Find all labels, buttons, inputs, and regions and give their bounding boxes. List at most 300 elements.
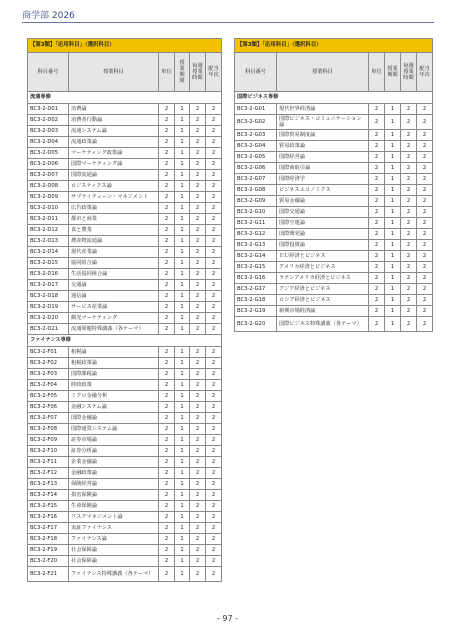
weekly-hours: 2: [190, 413, 206, 424]
course-name: 財政政策: [69, 380, 159, 391]
table-row: [28, 324, 222, 335]
credits: 2: [369, 104, 385, 115]
table-row: [235, 174, 433, 185]
year: 2: [417, 218, 433, 229]
table-row: [28, 490, 222, 501]
table-row: [28, 126, 222, 137]
year: 2: [417, 185, 433, 196]
weekly-hours: 2: [190, 104, 206, 115]
credits: 2: [159, 115, 175, 126]
credits: 2: [159, 225, 175, 236]
weekly-hours: 2: [190, 512, 206, 523]
table-row: [28, 534, 222, 545]
table-row: [235, 196, 433, 207]
year: 2: [206, 137, 222, 148]
course-code: BC3-2-G18: [235, 295, 277, 306]
column-header: 授業科目: [277, 53, 369, 92]
year: 2: [206, 468, 222, 479]
weekly-hours: 2: [190, 369, 206, 380]
credits: 2: [159, 567, 175, 582]
credits: 2: [159, 258, 175, 269]
table-row: [235, 306, 433, 317]
credits: 2: [159, 556, 175, 567]
course-code: BC3-2-G10: [235, 207, 277, 218]
course-name: 消費者行動論: [69, 115, 159, 126]
term: 1: [175, 258, 190, 269]
course-name: 貿易政策論: [277, 141, 369, 152]
weekly-hours: 2: [190, 490, 206, 501]
course-name: 農産物流通論: [69, 236, 159, 247]
term: 1: [385, 273, 401, 284]
course-code: BC3-2-D05: [28, 148, 69, 159]
year: 2: [206, 126, 222, 137]
weekly-hours: 2: [401, 163, 417, 174]
course-code: BC3-2-F04: [28, 380, 69, 391]
course-code: BC3-2-D20: [28, 313, 69, 324]
course-code: BC3-2-D02: [28, 115, 69, 126]
course-code: BC3-2-D09: [28, 192, 69, 203]
course-name: 流通問題特殊講義（各テーマ）: [69, 324, 159, 335]
year: 2: [206, 402, 222, 413]
course-code: BC3-2-G16: [235, 273, 277, 284]
weekly-hours: 2: [401, 251, 417, 262]
credits: 2: [159, 104, 175, 115]
course-code: BC3-2-G15: [235, 262, 277, 273]
weekly-hours: 2: [401, 185, 417, 196]
weekly-hours: 2: [190, 446, 206, 457]
course-code: BC3-2-F06: [28, 402, 69, 413]
course-code: BC3-2-G20: [235, 317, 277, 332]
table-row: [28, 479, 222, 490]
year: 2: [206, 523, 222, 534]
year: 2: [417, 295, 433, 306]
course-code: BC3-2-D17: [28, 280, 69, 291]
term: 1: [175, 523, 190, 534]
weekly-hours: 2: [190, 258, 206, 269]
term: 1: [175, 501, 190, 512]
weekly-hours: 2: [190, 567, 206, 582]
header-divider: [22, 22, 434, 23]
course-code: BC3-2-G12: [235, 229, 277, 240]
course-code: BC3-2-G08: [235, 185, 277, 196]
credits: 2: [159, 468, 175, 479]
weekly-hours: 2: [401, 130, 417, 141]
left-course-table: [27, 38, 222, 582]
course-name: 金融システム論: [69, 402, 159, 413]
year: 2: [206, 225, 222, 236]
table-row: [235, 295, 433, 306]
course-code: BC3-2-F02: [28, 358, 69, 369]
credits: 2: [159, 214, 175, 225]
column-header: 毎週授業時間: [401, 53, 417, 92]
year: 2: [206, 424, 222, 435]
credits: 2: [159, 203, 175, 214]
table-row: [235, 218, 433, 229]
term: 1: [175, 170, 190, 181]
year: 2: [206, 324, 222, 335]
course-name: ファイナンス論: [69, 534, 159, 545]
course-name: 観光マーケティング: [69, 313, 159, 324]
column-header: 科目番号: [28, 53, 69, 92]
course-code: BC3-2-G09: [235, 196, 277, 207]
year: 2: [206, 258, 222, 269]
weekly-hours: 2: [190, 501, 206, 512]
course-code: BC3-2-D10: [28, 203, 69, 214]
table-row: [28, 545, 222, 556]
term: 1: [175, 446, 190, 457]
column-header: 毎週授業時間: [190, 53, 206, 92]
table-row: [28, 567, 222, 582]
term: 1: [175, 225, 190, 236]
year: 2: [206, 479, 222, 490]
table-row: [28, 280, 222, 291]
term: 1: [385, 115, 401, 130]
term: 1: [175, 556, 190, 567]
course-name: サプライチェーン・マネジメント: [69, 192, 159, 203]
term: 1: [175, 126, 190, 137]
table-row: [28, 457, 222, 468]
weekly-hours: 2: [190, 358, 206, 369]
course-name: 社会保障論: [69, 556, 159, 567]
term: 1: [385, 306, 401, 317]
term: 1: [175, 512, 190, 523]
weekly-hours: 2: [401, 262, 417, 273]
weekly-hours: 2: [190, 291, 206, 302]
course-code: BC3-2-D13: [28, 236, 69, 247]
term: 1: [175, 424, 190, 435]
table-row: [28, 137, 222, 148]
weekly-hours: 2: [190, 280, 206, 291]
term: 1: [175, 358, 190, 369]
course-name: マーケティング政策論: [69, 148, 159, 159]
term: 1: [385, 240, 401, 251]
column-header: 単位: [159, 53, 175, 92]
course-name: 通信論: [69, 291, 159, 302]
credits: 2: [159, 435, 175, 446]
credits: 2: [369, 207, 385, 218]
year: 2: [417, 229, 433, 240]
term: 1: [385, 152, 401, 163]
credits: 2: [159, 369, 175, 380]
weekly-hours: 2: [401, 229, 417, 240]
table-row: [28, 225, 222, 236]
page-header-title: 商学部 2026: [22, 11, 75, 21]
table-row: [235, 262, 433, 273]
credits: 2: [159, 391, 175, 402]
year: 2: [417, 262, 433, 273]
weekly-hours: 2: [401, 115, 417, 130]
course-name: 租税政策論: [69, 358, 159, 369]
year: 2: [206, 534, 222, 545]
course-code: BC3-2-F15: [28, 501, 69, 512]
year: 2: [206, 567, 222, 582]
course-code: BC3-2-F18: [28, 534, 69, 545]
section-header-row: [235, 92, 433, 104]
year: 2: [206, 380, 222, 391]
course-name: 社会保障論: [69, 545, 159, 556]
year: 2: [206, 457, 222, 468]
course-code: BC3-2-F09: [28, 435, 69, 446]
term: 1: [175, 324, 190, 335]
term: 1: [175, 479, 190, 490]
weekly-hours: 2: [190, 380, 206, 391]
section-name: 流通専修: [28, 92, 222, 104]
table-row: [28, 214, 222, 225]
credits: 2: [159, 413, 175, 424]
term: 1: [385, 218, 401, 229]
page-number: - 97 -: [216, 614, 239, 623]
term: 1: [175, 413, 190, 424]
course-name: 現代世界経済論: [277, 104, 369, 115]
weekly-hours: 2: [190, 457, 206, 468]
credits: 2: [159, 192, 175, 203]
weekly-hours: 2: [190, 137, 206, 148]
credits: 2: [369, 141, 385, 152]
table-header-row: [28, 53, 222, 92]
weekly-hours: 2: [190, 192, 206, 203]
course-name: 保険経営論: [69, 479, 159, 490]
credits: 2: [369, 229, 385, 240]
table-row: [28, 269, 222, 280]
course-name: サービス産業論: [69, 302, 159, 313]
year: 2: [417, 163, 433, 174]
weekly-hours: 2: [190, 391, 206, 402]
year: 2: [206, 501, 222, 512]
column-header: 授業科目: [69, 53, 159, 92]
term: 1: [385, 284, 401, 295]
credits: 2: [159, 324, 175, 335]
weekly-hours: 2: [190, 534, 206, 545]
course-code: BC3-2-G06: [235, 163, 277, 174]
table-row: [28, 170, 222, 181]
weekly-hours: 2: [401, 141, 417, 152]
term: 1: [385, 130, 401, 141]
weekly-hours: 2: [190, 236, 206, 247]
credits: 2: [159, 291, 175, 302]
weekly-hours: 2: [190, 181, 206, 192]
weekly-hours: 2: [190, 115, 206, 126]
credits: 2: [159, 424, 175, 435]
course-code: BC3-2-D06: [28, 159, 69, 170]
credits: 2: [159, 446, 175, 457]
credits: 2: [159, 402, 175, 413]
term: 1: [175, 137, 190, 148]
term: 1: [175, 380, 190, 391]
term: 1: [175, 490, 190, 501]
course-name: 貿易金融論: [277, 196, 369, 207]
year: 2: [206, 313, 222, 324]
section-header-row: [28, 335, 222, 347]
table-row: [28, 391, 222, 402]
credits: 2: [369, 306, 385, 317]
credits: 2: [369, 196, 385, 207]
weekly-hours: 2: [190, 203, 206, 214]
term: 1: [175, 104, 190, 115]
course-code: BC3-2-F12: [28, 468, 69, 479]
course-code: BC3-2-D07: [28, 170, 69, 181]
course-code: BC3-2-F11: [28, 457, 69, 468]
table-title: 【第3類】「応用科目」（選択科目）: [235, 39, 433, 53]
term: 1: [175, 269, 190, 280]
course-name: 国際流通論: [69, 170, 159, 181]
year: 2: [417, 104, 433, 115]
credits: 2: [159, 512, 175, 523]
course-name: アジア経済とビジネス: [277, 284, 369, 295]
credits: 2: [159, 137, 175, 148]
course-name: 金融政策論: [69, 468, 159, 479]
course-name: 国際ビジネス・コミュニケーション論: [277, 115, 369, 130]
table-row: [28, 501, 222, 512]
course-name: 交通論: [69, 280, 159, 291]
year: 2: [206, 413, 222, 424]
credits: 2: [369, 262, 385, 273]
year: 2: [417, 174, 433, 185]
course-code: BC3-2-D16: [28, 269, 69, 280]
course-name: 現代産業論: [69, 247, 159, 258]
weekly-hours: 2: [190, 545, 206, 556]
year: 2: [417, 317, 433, 332]
weekly-hours: 2: [401, 218, 417, 229]
term: 1: [175, 302, 190, 313]
course-code: BC3-2-D19: [28, 302, 69, 313]
course-code: BC3-2-D04: [28, 137, 69, 148]
year: 2: [206, 358, 222, 369]
term: 1: [385, 196, 401, 207]
credits: 2: [369, 295, 385, 306]
credits: 2: [159, 313, 175, 324]
year: 2: [206, 556, 222, 567]
table-row: [28, 446, 222, 457]
term: 1: [385, 262, 401, 273]
term: 1: [385, 295, 401, 306]
credits: 2: [369, 152, 385, 163]
weekly-hours: 2: [401, 273, 417, 284]
term: 1: [385, 251, 401, 262]
credits: 2: [369, 115, 385, 130]
course-code: BC3-2-D18: [28, 291, 69, 302]
course-code: BC3-2-G11: [235, 218, 277, 229]
table-row: [235, 284, 433, 295]
credits: 2: [159, 545, 175, 556]
term: 1: [175, 347, 190, 358]
table-title: 【第3類】「応用科目」（選択科目）: [28, 39, 222, 53]
weekly-hours: 2: [190, 468, 206, 479]
table-row: [235, 104, 433, 115]
year: 2: [206, 192, 222, 203]
course-code: BC3-2-G03: [235, 130, 277, 141]
table-row: [28, 302, 222, 313]
table-row: [235, 163, 433, 174]
term: 1: [385, 229, 401, 240]
term: 1: [175, 280, 190, 291]
year: 2: [206, 369, 222, 380]
course-code: BC3-2-D11: [28, 214, 69, 225]
term: 1: [385, 174, 401, 185]
year: 2: [206, 236, 222, 247]
course-code: BC3-2-G17: [235, 284, 277, 295]
year: 2: [417, 284, 433, 295]
year: 2: [206, 148, 222, 159]
table-row: [28, 192, 222, 203]
course-name: ビジネスエコノミクス: [277, 185, 369, 196]
table-row: [28, 512, 222, 523]
table-row: [28, 358, 222, 369]
table-row: [28, 369, 222, 380]
table-row: [235, 152, 433, 163]
table-row: [28, 523, 222, 534]
year: 2: [417, 141, 433, 152]
credits: 2: [369, 185, 385, 196]
term: 1: [175, 159, 190, 170]
term: 1: [385, 163, 401, 174]
section-name: ファイナンス専修: [28, 335, 222, 347]
weekly-hours: 2: [190, 479, 206, 490]
table-row: [235, 251, 433, 262]
table-row: [28, 402, 222, 413]
course-code: BC3-2-G14: [235, 251, 277, 262]
credits: 2: [369, 251, 385, 262]
weekly-hours: 2: [401, 207, 417, 218]
course-name: 実証ファイナンス: [69, 523, 159, 534]
weekly-hours: 2: [190, 214, 206, 225]
table-row: [28, 347, 222, 358]
term: 1: [175, 247, 190, 258]
weekly-hours: 2: [190, 435, 206, 446]
course-code: BC3-2-F01: [28, 347, 69, 358]
weekly-hours: 2: [190, 523, 206, 534]
credits: 2: [159, 358, 175, 369]
course-name: ファイナンス特殊講義（各テーマ）: [69, 567, 159, 582]
weekly-hours: 2: [190, 556, 206, 567]
column-header: 配当年次: [206, 53, 222, 92]
weekly-hours: 2: [190, 148, 206, 159]
course-code: BC3-2-D08: [28, 181, 69, 192]
credits: 2: [369, 174, 385, 185]
course-name: 損害保険論: [69, 490, 159, 501]
course-code: BC3-2-F16: [28, 512, 69, 523]
year: 2: [206, 347, 222, 358]
credits: 2: [369, 273, 385, 284]
credits: 2: [159, 236, 175, 247]
credits: 2: [159, 302, 175, 313]
table-row: [28, 258, 222, 269]
credits: 2: [159, 457, 175, 468]
table-row: [28, 468, 222, 479]
course-name: 国際通貨システム論: [69, 424, 159, 435]
right-course-table: [234, 38, 433, 332]
term: 1: [385, 185, 401, 196]
course-name: 国際経済学: [277, 174, 369, 185]
weekly-hours: 2: [190, 225, 206, 236]
course-name: 国際マーケティング論: [69, 159, 159, 170]
term: 1: [175, 236, 190, 247]
section-header-row: [28, 92, 222, 104]
weekly-hours: 2: [401, 174, 417, 185]
table-row: [28, 556, 222, 567]
course-code: BC3-2-F20: [28, 556, 69, 567]
table-row: [28, 236, 222, 247]
course-name: 国際経営論: [277, 152, 369, 163]
course-name: 国際ビジネス特殊講義（各テーマ）: [277, 317, 369, 332]
course-name: 国際金融論: [69, 413, 159, 424]
year: 2: [206, 291, 222, 302]
year: 2: [417, 196, 433, 207]
course-code: BC3-2-G04: [235, 141, 277, 152]
table-row: [235, 130, 433, 141]
section-name: 国際ビジネス専修: [235, 92, 433, 104]
year: 2: [206, 181, 222, 192]
course-name: 生命保険論: [69, 501, 159, 512]
